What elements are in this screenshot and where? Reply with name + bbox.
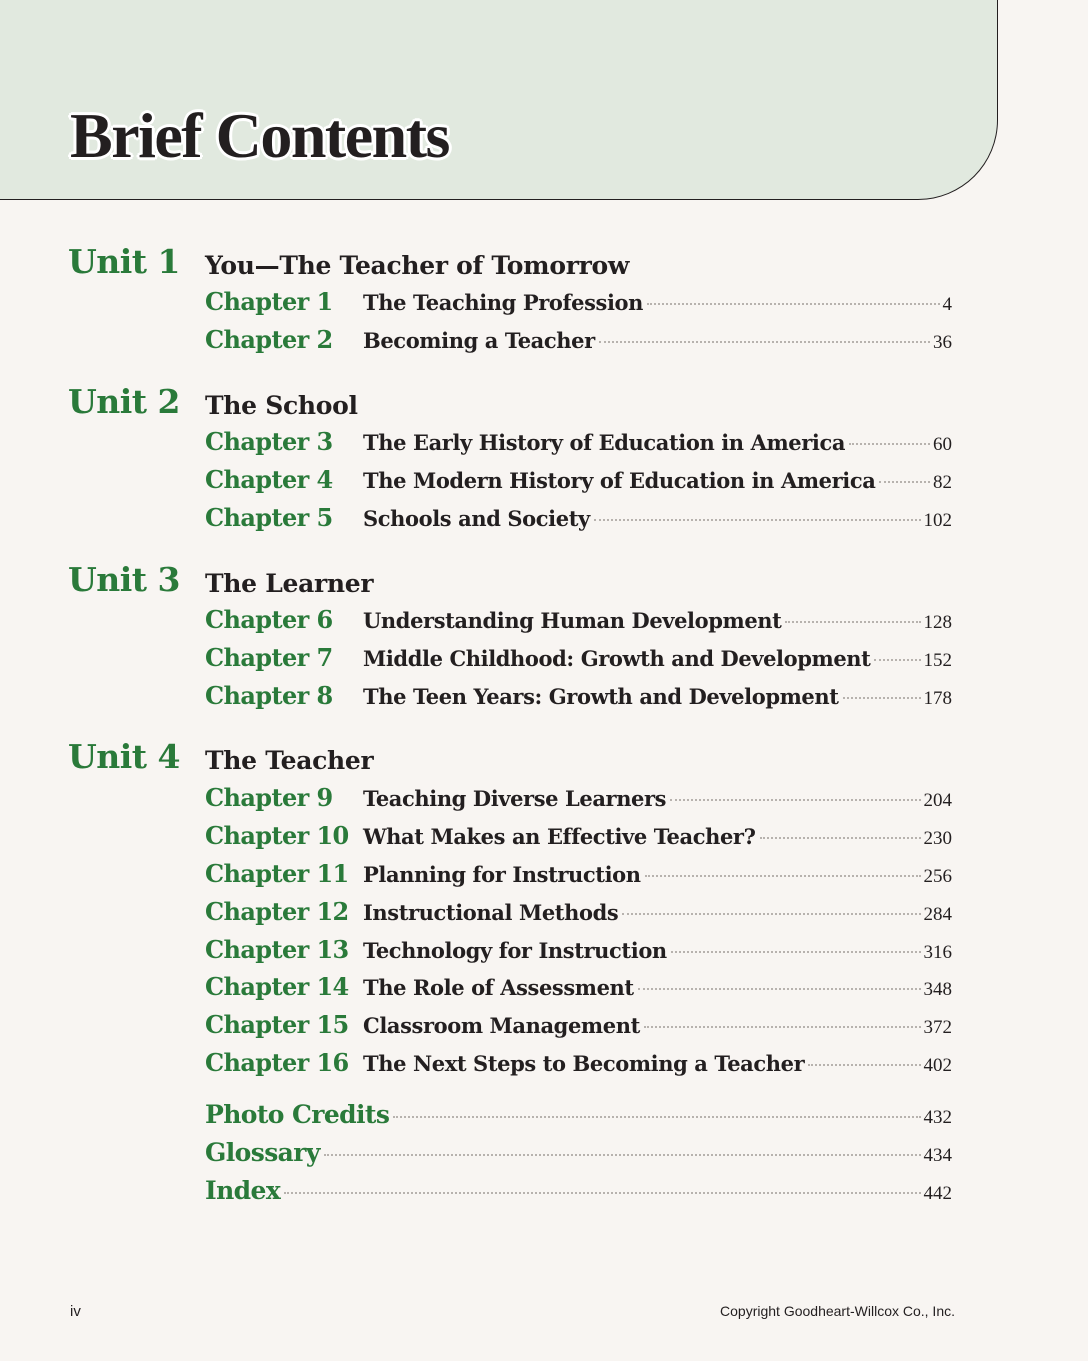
chapter-label: Chapter 12	[205, 897, 349, 926]
toc-entry-chapter-14[interactable]	[205, 970, 952, 1004]
chapter-title: Technology for Instruction	[363, 938, 667, 963]
dot-leader	[874, 659, 920, 661]
page-title: Brief Contents	[70, 100, 449, 171]
chapter-title: Teaching Diverse Learners	[363, 786, 667, 811]
page-number: 4	[942, 294, 952, 315]
folio-page-number: iv	[70, 1303, 81, 1320]
toc-entry-chapter-5[interactable]	[205, 501, 952, 535]
unit-label: Unit 4	[68, 737, 181, 776]
toc-entry-chapter-11[interactable]	[205, 857, 952, 891]
chapter-label: Chapter 5	[205, 503, 333, 532]
unit-heading-4	[0, 737, 1088, 777]
unit-heading-3	[0, 560, 1088, 600]
page-number: 348	[923, 979, 952, 1000]
chapter-label: Chapter 10	[205, 821, 349, 850]
unit-title: You—The Teacher of Tomorrow	[205, 251, 630, 280]
toc-entry-chapter-15[interactable]	[205, 1008, 952, 1042]
page-number: 442	[923, 1183, 952, 1204]
dot-leader	[843, 697, 921, 699]
page-number: 204	[923, 790, 952, 811]
unit-heading-2	[0, 382, 1088, 422]
toc-entry-chapter-10[interactable]	[205, 819, 952, 853]
chapter-title: Understanding Human Development	[363, 608, 782, 633]
page-number: 152	[923, 650, 952, 671]
dot-leader	[393, 1116, 920, 1118]
copyright-notice: Copyright Goodheart-Willcox Co., Inc.	[720, 1303, 955, 1319]
chapter-title: The Role of Assessment	[363, 975, 634, 1000]
unit-label: Unit 1	[68, 242, 181, 281]
chapter-title: Middle Childhood: Growth and Development	[363, 646, 871, 671]
dot-leader	[644, 1026, 921, 1028]
page-number: 284	[923, 904, 952, 925]
dot-leader	[594, 519, 921, 521]
toc-entry-photo-credits[interactable]	[205, 1098, 952, 1132]
dot-leader	[638, 988, 921, 990]
chapter-label: Chapter 3	[205, 427, 333, 456]
dot-leader	[760, 837, 921, 839]
toc-entry-chapter-2[interactable]	[205, 323, 952, 357]
chapter-title: The Next Steps to Becoming a Teacher	[363, 1051, 805, 1076]
dot-leader	[879, 481, 930, 483]
chapter-title: What Makes an Effective Teacher?	[363, 824, 756, 849]
dot-leader	[599, 341, 930, 343]
page-number: 102	[923, 510, 952, 531]
dot-leader	[284, 1192, 920, 1194]
toc-entry-chapter-12[interactable]	[205, 895, 952, 929]
back-matter-label: Photo Credits	[205, 1100, 390, 1129]
toc-entry-index[interactable]	[205, 1174, 952, 1208]
dot-leader	[324, 1154, 921, 1156]
unit-title: The School	[205, 391, 358, 420]
chapter-label: Chapter 16	[205, 1048, 349, 1077]
back-matter-label: Index	[205, 1176, 281, 1205]
chapter-title: The Teaching Profession	[363, 290, 644, 315]
dot-leader	[622, 913, 920, 915]
chapter-label: Chapter 13	[205, 935, 349, 964]
page-number: 36	[933, 332, 952, 353]
dot-leader	[670, 799, 920, 801]
unit-heading-1	[0, 242, 1088, 282]
chapter-label: Chapter 6	[205, 605, 333, 634]
chapter-label: Chapter 8	[205, 681, 333, 710]
chapter-label: Chapter 2	[205, 325, 333, 354]
chapter-label: Chapter 9	[205, 783, 333, 812]
dot-leader	[647, 303, 939, 305]
toc-entry-chapter-6[interactable]	[205, 603, 952, 637]
chapter-label: Chapter 1	[205, 287, 333, 316]
chapter-label: Chapter 15	[205, 1010, 349, 1039]
chapter-title: The Early History of Education in America	[363, 430, 846, 455]
toc-entry-chapter-4[interactable]	[205, 463, 952, 497]
toc-entry-chapter-8[interactable]	[205, 679, 952, 713]
chapter-label: Chapter 7	[205, 643, 333, 672]
dot-leader	[808, 1064, 920, 1066]
toc-entry-chapter-9[interactable]	[205, 781, 952, 815]
chapter-title: Classroom Management	[363, 1013, 640, 1038]
page-number: 178	[923, 688, 952, 709]
chapter-label: Chapter 11	[205, 859, 349, 888]
toc-entry-chapter-3[interactable]	[205, 425, 952, 459]
dot-leader	[785, 621, 920, 623]
chapter-title: The Modern History of Education in America	[363, 468, 876, 493]
page-number: 128	[923, 612, 952, 633]
dot-leader	[645, 875, 921, 877]
back-matter-label: Glossary	[205, 1138, 320, 1167]
dot-leader	[671, 951, 921, 953]
chapter-title: Schools and Society	[363, 506, 590, 531]
chapter-title: Instructional Methods	[363, 900, 619, 925]
chapter-label: Chapter 4	[205, 465, 333, 494]
unit-title: The Learner	[205, 569, 374, 598]
page-number: 230	[923, 828, 952, 849]
toc-entry-chapter-7[interactable]	[205, 641, 952, 675]
chapter-title: The Teen Years: Growth and Development	[363, 684, 839, 709]
chapter-title: Planning for Instruction	[363, 862, 641, 887]
toc-entry-chapter-1[interactable]	[205, 285, 952, 319]
unit-label: Unit 3	[68, 560, 181, 599]
page-number: 372	[923, 1017, 952, 1038]
page-number: 82	[933, 472, 952, 493]
toc-entry-chapter-13[interactable]	[205, 933, 952, 967]
toc-entry-chapter-16[interactable]	[205, 1046, 952, 1080]
unit-label: Unit 2	[68, 382, 181, 421]
page-number: 316	[923, 942, 952, 963]
page-number: 60	[933, 434, 952, 455]
chapter-title: Becoming a Teacher	[363, 328, 595, 353]
dot-leader	[849, 443, 930, 445]
page-number: 434	[923, 1145, 952, 1166]
page-number: 402	[923, 1055, 952, 1076]
chapter-label: Chapter 14	[205, 972, 349, 1001]
page-number: 432	[923, 1107, 952, 1128]
toc-entry-glossary[interactable]	[205, 1136, 952, 1170]
unit-title: The Teacher	[205, 746, 374, 775]
page-number: 256	[923, 866, 952, 887]
